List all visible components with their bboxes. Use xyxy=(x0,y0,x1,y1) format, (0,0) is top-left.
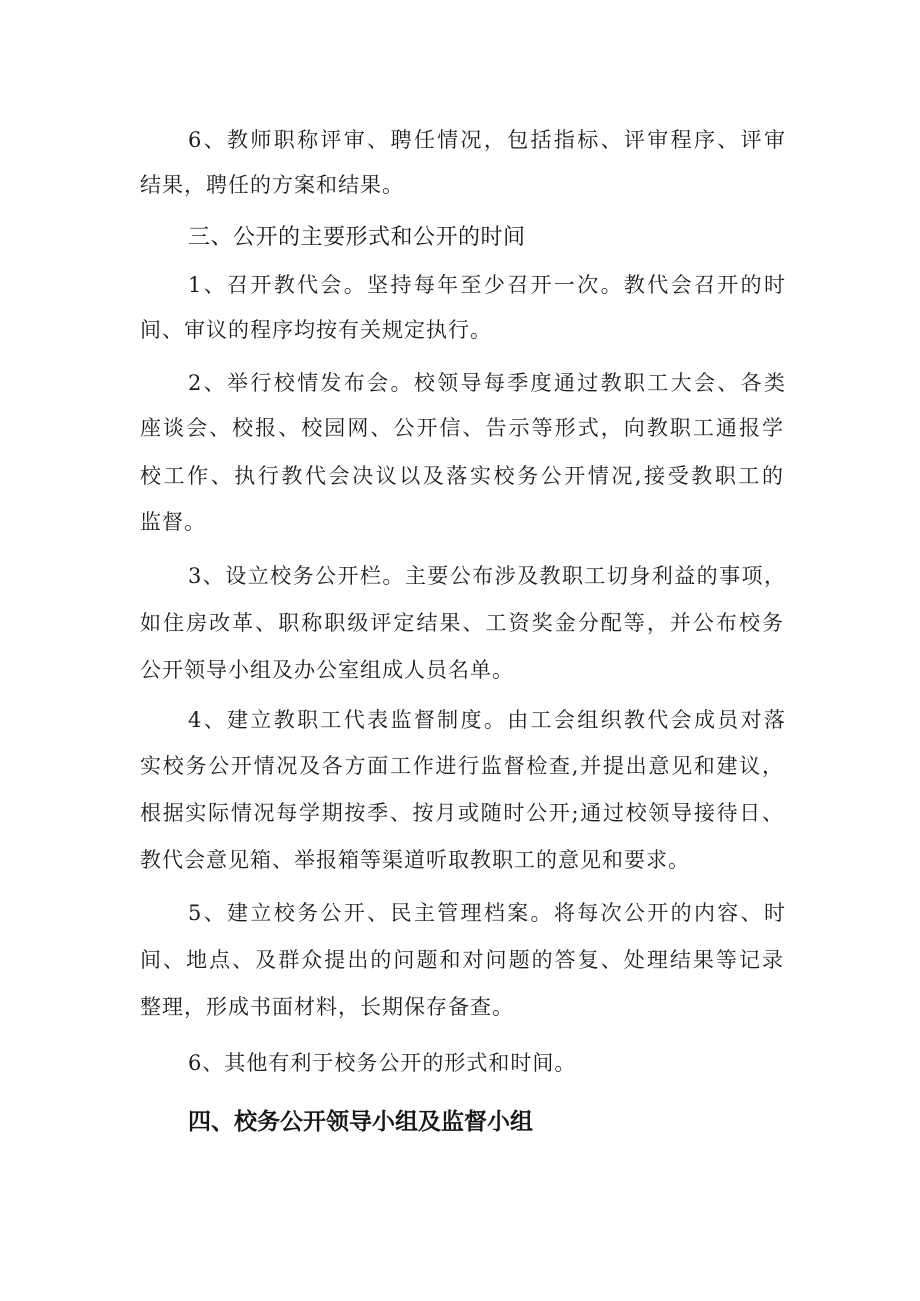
paragraph-line: 实校务公开情况及各方面工作进行监督检查,并提出意见和建议， xyxy=(140,754,784,778)
paragraph-line: 座谈会、校报、校园网、公开信、告示等形式，向教职工通报学 xyxy=(140,416,784,440)
paragraph-line: 间、审议的程序均按有关规定执行。 xyxy=(140,318,492,342)
paragraph-line: 如住房改革、职称职级评定结果、工资奖金分配等，并公布校务 xyxy=(140,611,784,635)
paragraph-line: 2、举行校情发布会。校领导每季度通过教职工大会、各类 xyxy=(188,371,786,395)
section-heading: 三、公开的主要形式和公开的时间 xyxy=(188,225,526,250)
paragraph-line: 整理，形成书面材料，长期保存备查。 xyxy=(140,995,514,1019)
paragraph-line: 公开领导小组及办公室组成人员名单。 xyxy=(140,658,514,682)
paragraph-line: 教代会意见箱、举报箱等渠道听取教职工的意见和要求。 xyxy=(140,848,690,872)
paragraph-line: 1、召开教代会。坚持每年至少召开一次。教代会召开的时 xyxy=(188,273,786,297)
paragraph-line: 间、地点、及群众提出的问题和对问题的答复、处理结果等记录 xyxy=(140,948,784,972)
paragraph-line: 6、教师职称评审、聘任情况，包括指标、评审程序、评审 xyxy=(188,128,786,152)
paragraph-line: 6、其他有利于校务公开的形式和时间。 xyxy=(188,1051,577,1075)
paragraph-line: 3、设立校务公开栏。主要公布涉及教职工切身利益的事项， xyxy=(188,564,786,588)
paragraph-line: 监督。 xyxy=(140,510,206,534)
paragraph-line: 校工作、执行教代会决议以及落实校务公开情况,接受教职工的 xyxy=(140,464,784,488)
paragraph-line: 4、建立教职工代表监督制度。由工会组织教代会成员对落 xyxy=(188,708,786,732)
paragraph-line: 5、建立校务公开、民主管理档案。将每次公开的内容、时 xyxy=(188,901,786,925)
section-heading: 四、校务公开领导小组及监督小组 xyxy=(188,1109,533,1135)
paragraph-line: 根据实际情况每学期按季、按月或随时公开;通过校领导接待日、 xyxy=(140,801,784,825)
paragraph-line: 结果，聘任的方案和结果。 xyxy=(140,173,404,197)
